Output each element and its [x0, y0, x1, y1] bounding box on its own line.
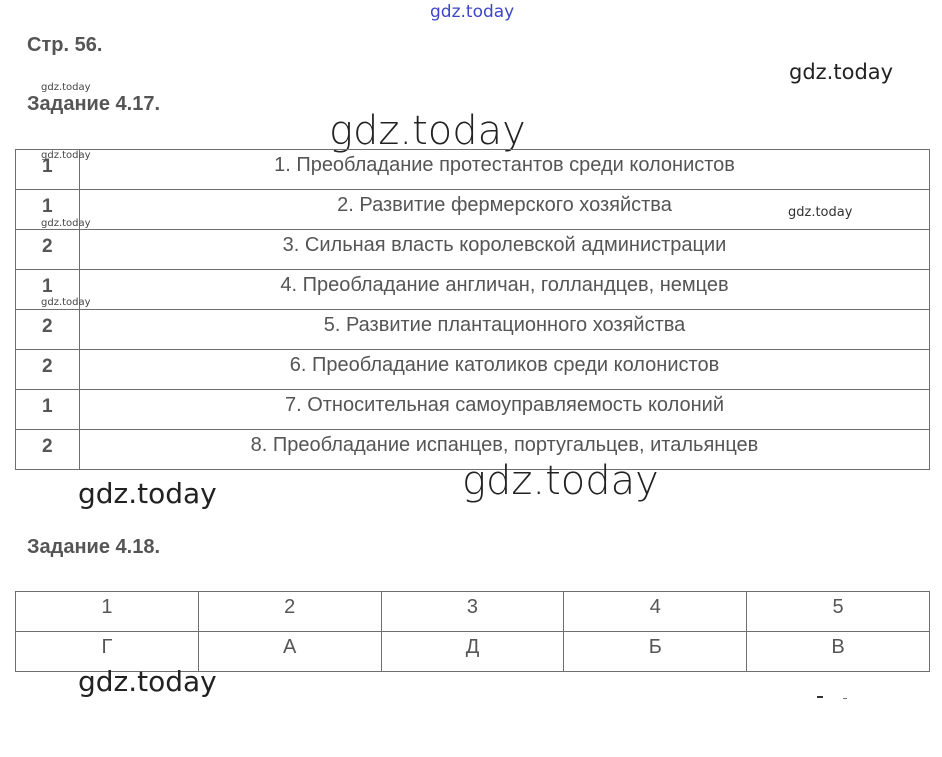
task-417-title: Задание 4.17.: [27, 93, 161, 115]
number-cell: 1: [16, 592, 199, 632]
number-cell: 4: [564, 592, 747, 632]
watermark-right: gdz.today: [789, 60, 894, 84]
number-cell: 2: [198, 592, 381, 632]
watermark-tiny-3: gdz.today: [41, 218, 91, 229]
task-417-table: [15, 149, 930, 470]
row-answer-number: 1: [16, 150, 80, 190]
table-row: [16, 390, 930, 430]
row-statement: 5. Развитие плантационного хозяйства: [80, 310, 930, 350]
row-answer-number: 2: [16, 230, 80, 270]
watermark-tiny-2: gdz.today: [41, 150, 91, 161]
number-cell: 5: [747, 592, 930, 632]
watermark-left-bottom: gdz.today: [78, 665, 217, 698]
row-answer-number: 1: [16, 390, 80, 430]
table-row: [16, 350, 930, 390]
watermark-tiny-4: gdz.today: [41, 297, 91, 308]
dash-mark: [817, 696, 823, 698]
letter-cell: Б: [564, 632, 747, 672]
letter-cell: А: [198, 632, 381, 672]
dash-mark-small: [843, 698, 847, 699]
letter-cell: Д: [381, 632, 564, 672]
row-statement: 4. Преобладание англичан, голландцев, немцев: [80, 270, 930, 310]
letter-cell: Г: [16, 632, 199, 672]
watermark-tiny-1: gdz.today: [41, 82, 91, 93]
table-row: [16, 230, 930, 270]
watermark-large-bottom: gdz.today: [462, 458, 659, 504]
row-answer-number: 2: [16, 310, 80, 350]
task-418-title: Задание 4.18.: [27, 536, 161, 558]
row-answer-number: 2: [16, 350, 80, 390]
watermark-large-center: gdz.today: [329, 108, 526, 154]
letter-cell: В: [747, 632, 930, 672]
table-row: [16, 310, 930, 350]
row-statement: 2. Развитие фермерского хозяйства: [80, 190, 930, 230]
row-answer-number: 1: [16, 190, 80, 230]
row-statement: 3. Сильная власть королевской администрации: [80, 230, 930, 270]
row-answer-number: 2: [16, 430, 80, 470]
watermark-small-right: gdz.today: [788, 205, 853, 220]
table-row: [16, 150, 930, 190]
watermark-left-mid: gdz.today: [78, 477, 217, 510]
number-row: [16, 592, 930, 632]
page-number: Стр. 56.: [27, 34, 103, 56]
task-418-table: [15, 591, 930, 672]
row-statement: 7. Относительная самоуправляемость колоний: [80, 390, 930, 430]
row-statement: 8. Преобладание испанцев, португальцев, итальянцев: [80, 430, 930, 470]
table-row: [16, 270, 930, 310]
number-cell: 3: [381, 592, 564, 632]
row-statement: 1. Преобладание протестантов среди колонистов: [80, 150, 930, 190]
row-statement: 6. Преобладание католиков среди колонистов: [80, 350, 930, 390]
watermark-top: gdz.today: [430, 2, 515, 22]
row-answer-number: 1: [16, 270, 80, 310]
